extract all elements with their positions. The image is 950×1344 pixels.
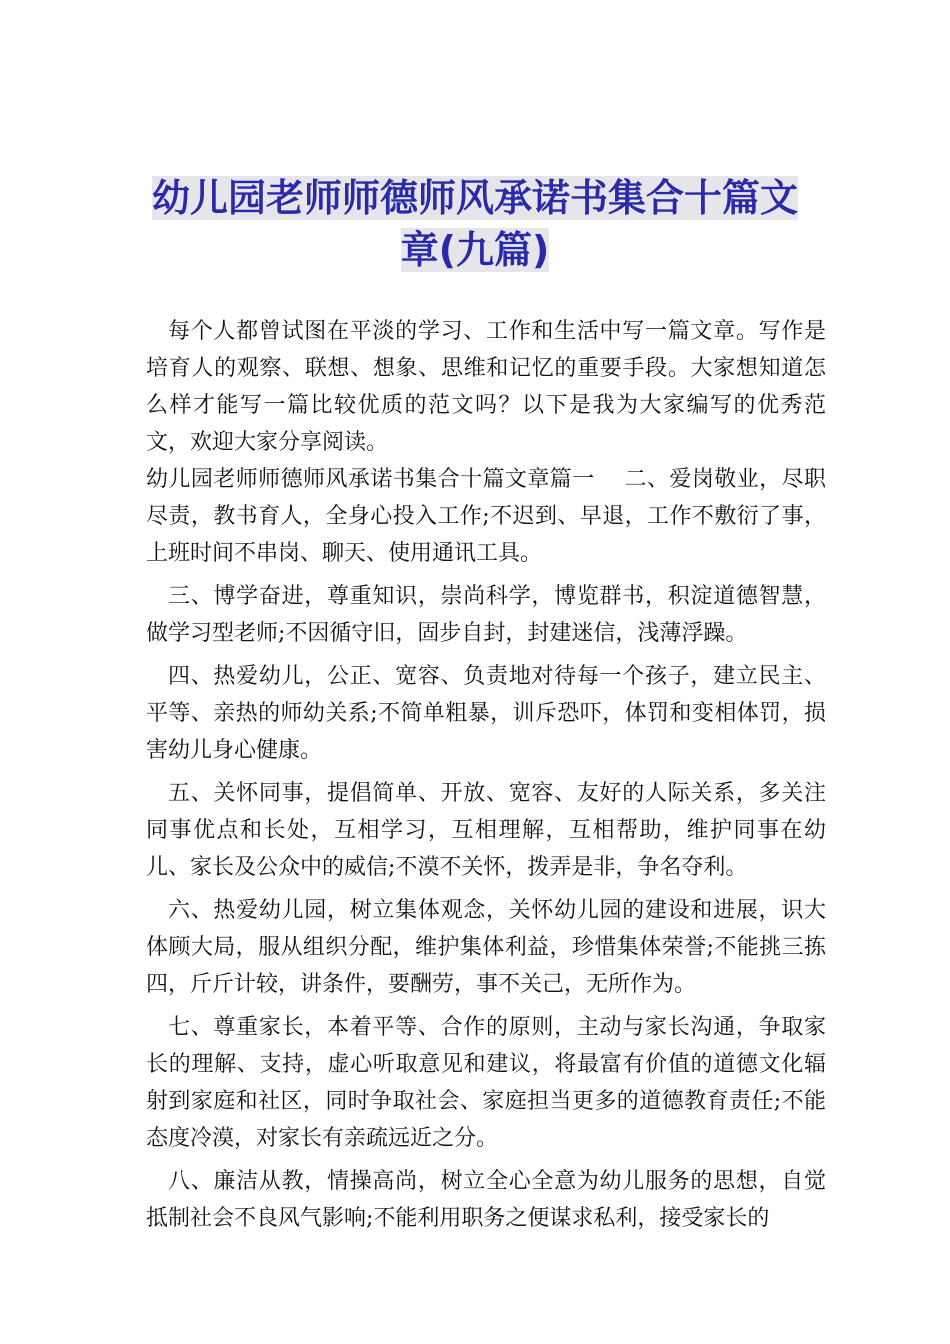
- section-heading-paragraph: 幼儿园老师师德师风承诺书集合十篇文章篇一 二、爱岗敬业，尽职尽责，教书育人，全身心投入工作;不迟到、早退，工作不敷衍了事，上班时间不串岗、聊天、使用通讯工具。: [146, 467, 826, 566]
- pledge-item-5: 五、关怀同事，提倡简单、开放、宽容、友好的人际关系，多关注同事优点和长处，互相学习，互相理解，互相帮助，维护同事在幼儿、家长及公众中的威信;不漠不关怀，拨弄是非，争名夺利。: [146, 781, 826, 880]
- pledge-item-7: 七、尊重家长，本着平等、合作的原则，主动与家长沟通，争取家长的理解、支持，虚心听取意见和建议，将最富有价值的道德文化辐射到家庭和社区，同时争取社会、家庭担当更多的道德教育责任;不能态度冷漠，对家长有亲疏远近之分。: [146, 1015, 826, 1151]
- intro-paragraph: 每个人都曾试图在平淡的学习、工作和生活中写一篇文章。写作是培育人的观察、联想、想象、思维和记忆的重要手段。大家想知道怎么样才能写一篇比较优质的范文吗？以下是我为大家编写的优秀范文，欢迎大家分享阅读。: [146, 319, 826, 455]
- title-line-1: 幼儿园老师师德师风承诺书集合十篇文: [151, 176, 798, 220]
- pledge-item-8: 八、廉洁从教，情操高尚，树立全心全意为幼儿服务的思想，自觉抵制社会不良风气影响;不能利用职务之便谋求私利，接受家长的: [146, 1169, 826, 1231]
- pledge-item-4: 四、热爱幼儿，公正、宽容、负责地对待每一个孩子，建立民主、平等、亲热的师幼关系;不简单粗暴，训斥恐吓，体罚和变相体罚，损害幼儿身心健康。: [146, 664, 826, 763]
- document-title: [120, 172, 830, 276]
- document-body: [146, 313, 826, 1237]
- title-line-2: 章(九篇): [400, 228, 550, 272]
- pledge-item-3: 三、博学奋进，尊重知识，崇尚科学，博览群书，积淀道德智慧，做学习型老师;不因循守旧，固步自封，封建迷信，浅薄浮躁。: [146, 584, 826, 646]
- pledge-item-6: 六、热爱幼儿园，树立集体观念，关怀幼儿园的建设和进展，识大体顾大局，服从组织分配，维护集体利益，珍惜集体荣誉;不能挑三拣四，斤斤计较，讲条件，要酬劳，事不关己，无所作为。: [146, 898, 826, 997]
